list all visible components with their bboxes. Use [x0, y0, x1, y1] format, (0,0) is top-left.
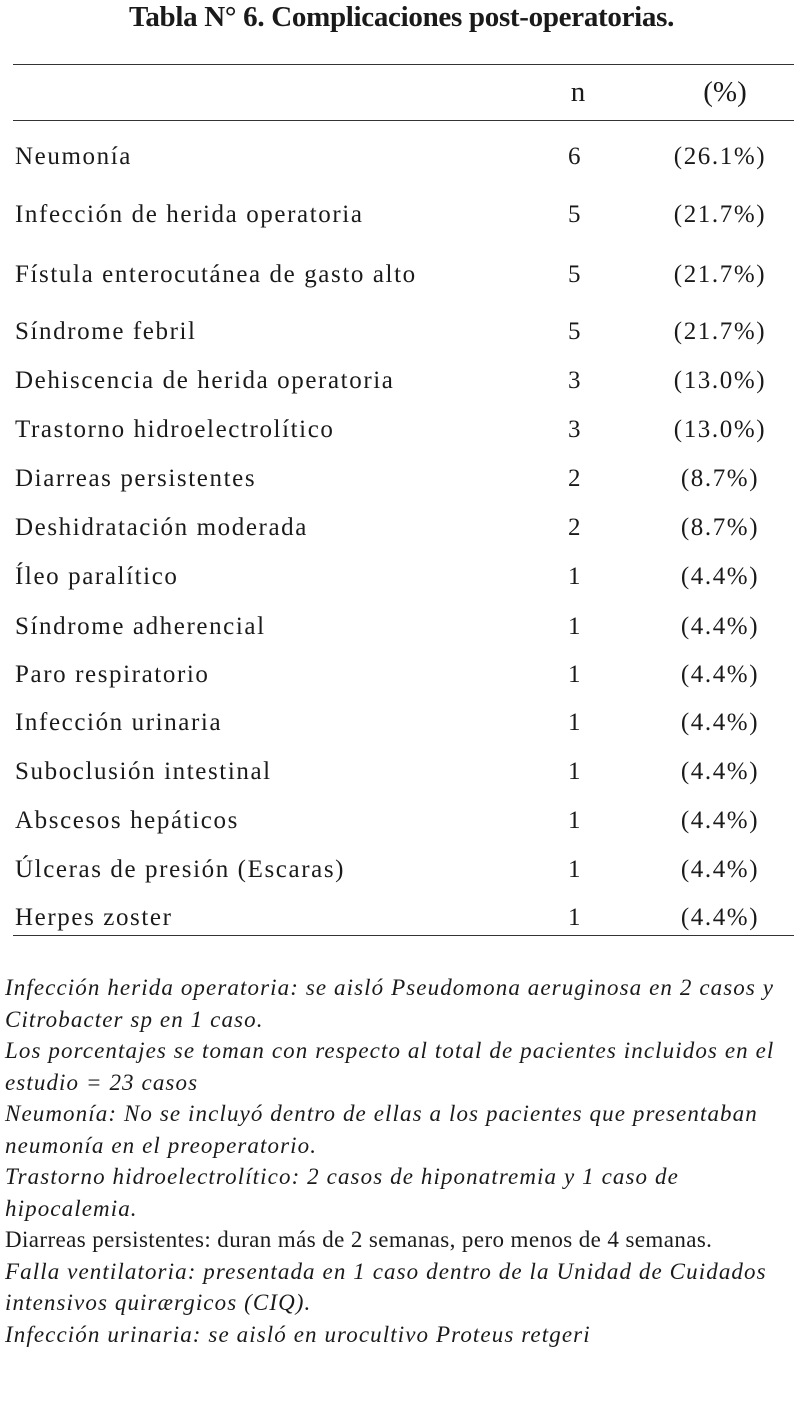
row-count: 2 [567, 514, 583, 541]
row-count: 1 [567, 613, 583, 640]
table-row [0, 706, 803, 740]
row-count: 1 [567, 807, 583, 834]
column-header-n: n [570, 76, 586, 108]
column-header-percent: (%) [703, 76, 747, 108]
table-row [0, 755, 803, 789]
row-count: 1 [567, 904, 583, 931]
row-count: 5 [567, 201, 583, 228]
row-label: Síndrome adherencial [15, 613, 266, 640]
row-percent: (8.7%) [680, 465, 760, 492]
row-count: 2 [567, 465, 583, 492]
row-label: Suboclusión intestinal [15, 758, 272, 785]
table-top-rule [13, 64, 794, 65]
row-percent: (26.1%) [673, 143, 767, 170]
row-percent: (13.0%) [673, 367, 767, 394]
row-count: 6 [567, 143, 583, 170]
row-label: Deshidratación moderada [15, 514, 308, 541]
row-label: Herpes zoster [15, 904, 173, 931]
row-count: 1 [567, 856, 583, 883]
row-label: Fístula enterocutánea de gasto alto [15, 261, 417, 288]
table-row [0, 140, 803, 174]
row-percent: (4.4%) [680, 904, 760, 931]
table-row [0, 560, 803, 594]
row-label: Abscesos hepáticos [15, 807, 239, 834]
table-row [0, 511, 803, 545]
table-row [0, 853, 803, 887]
row-label: Úlceras de presión (Escaras) [15, 856, 346, 883]
table-row [0, 658, 803, 692]
table-bottom-rule [13, 935, 794, 936]
row-percent: (4.4%) [680, 709, 760, 736]
table-row [0, 804, 803, 838]
row-percent: (4.4%) [680, 807, 760, 834]
row-label: Infección de herida operatoria [15, 201, 364, 228]
table-row [0, 610, 803, 644]
row-label: Neumonía [15, 143, 132, 170]
table-row [0, 364, 803, 398]
row-percent: (21.7%) [673, 201, 767, 228]
row-label: Infección urinaria [15, 709, 223, 736]
table-row [0, 315, 803, 349]
row-count: 1 [567, 563, 583, 590]
footnote: Trastorno hidroelectrolítico: 2 casos de hiponatremia y 1 caso de hipocalemia. [5, 1164, 679, 1221]
table-footnotes [5, 972, 795, 1350]
footnote: Infección urinaria: se aisló en urocultivo Proteus retgeri [5, 1321, 591, 1347]
footnote: Diarreas persistentes: duran más de 2 semanas, pero menos de 4 semanas. [5, 1227, 713, 1252]
row-label: Íleo paralítico [15, 563, 179, 590]
row-label: Síndrome febril [15, 318, 197, 345]
row-label: Paro respiratorio [15, 661, 210, 688]
table-row [0, 462, 803, 496]
row-percent: (21.7%) [673, 261, 767, 288]
footnote: Los porcentajes se toman con respecto al total de pacientes incluidos en el estudio = 23 casos [5, 1038, 775, 1095]
row-count: 3 [567, 367, 583, 394]
row-percent: (4.4%) [680, 563, 760, 590]
table-row [0, 413, 803, 447]
row-count: 1 [567, 709, 583, 736]
table-row [0, 258, 803, 292]
row-percent: (21.7%) [673, 318, 767, 345]
row-label: Diarreas persistentes [15, 465, 257, 492]
row-count: 3 [567, 416, 583, 443]
row-count: 1 [567, 758, 583, 785]
footnote: Falla ventilatoria: presentada en 1 caso dentro de la Unidad de Cuidados intensivos quirærgicos (CIQ). [5, 1258, 767, 1315]
row-percent: (13.0%) [673, 416, 767, 443]
row-percent: (4.4%) [680, 856, 760, 883]
row-count: 5 [567, 261, 583, 288]
table-row [0, 198, 803, 232]
row-percent: (4.4%) [680, 613, 760, 640]
row-percent: (8.7%) [680, 514, 760, 541]
table-header-rule [13, 120, 794, 121]
row-label: Trastorno hidroelectrolítico [15, 416, 335, 443]
row-count: 5 [567, 318, 583, 345]
row-percent: (4.4%) [680, 758, 760, 785]
row-count: 1 [567, 661, 583, 688]
row-label: Dehiscencia de herida operatoria [15, 367, 395, 394]
footnote: Neumonía: No se incluyó dentro de ellas a los pacientes que presentaban neumonía en el preoperatorio. [5, 1101, 758, 1158]
footnote: Infección herida operatoria: se aisló Pseudomona aeruginosa en 2 casos y Citrobacter sp en 1 caso. [5, 975, 775, 1032]
table-title: Tabla N° 6. Complicaciones post-operatorias. [128, 1, 675, 33]
table-row [0, 901, 803, 935]
row-percent: (4.4%) [680, 661, 760, 688]
